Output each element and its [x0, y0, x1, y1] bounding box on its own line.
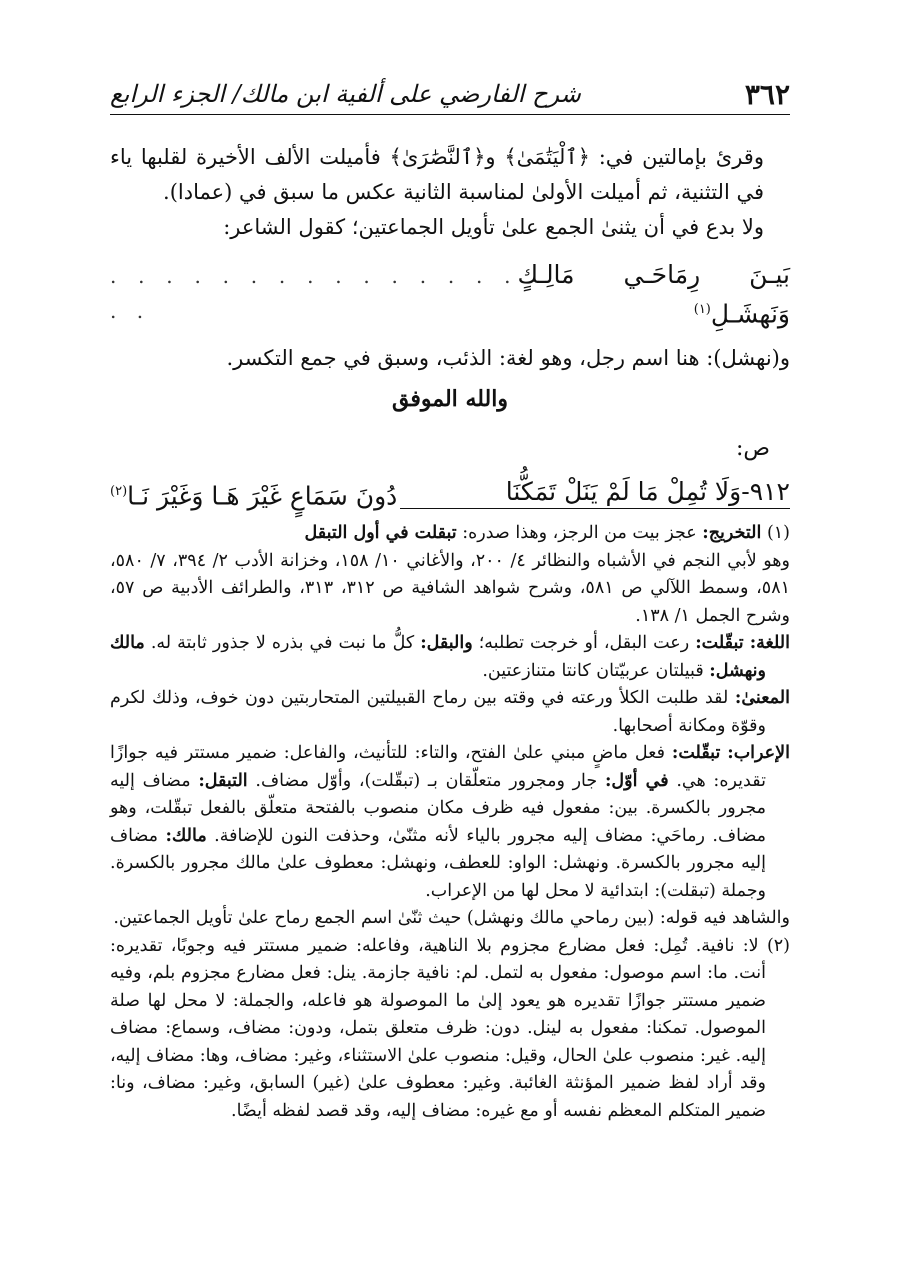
footnote-1-sources: وهو لأبي النجم في الأشباه والنظائر ٤/ ٢٠٠، والأغاني ١٠/ ١٥٨، وخزانة الأدب ٢/ ٣٩٤، ٧/ ٥٨٠، ٥٨١، وسمط اللآلي ص ٥٨١، وشرح شواهد الشافية ص ٣١٢، ٣١٣، والطرائف الأدبية ص ٥٧، وشرح الجمل ١/ ١٣٨. [110, 550, 790, 626]
poem-line-912 [110, 472, 790, 516]
poem-second-hemistich: دُونَ سَمَاعٍ غَيْرَ هَـا وَغَيْرَ نَـا$^{(٢)}$ [110, 481, 398, 511]
closing-phrase: والله الموفق [392, 386, 508, 413]
footnote-separator [400, 508, 790, 509]
page-number: ٣٦٢ [744, 78, 790, 111]
header-rule [110, 114, 790, 115]
paragraph-qiraa: وقرئ بإمالتين في: ﴿ٱلْيَتَٰمَىٰ﴾ و﴿ٱلنَّصَٰرَىٰ﴾ فأميلت الألف الأخيرة لقلبها ياء في التثنية، ثم أميلت الأولىٰ لمناسبة الثانية عكس ما سبق في (عمادا). [110, 145, 764, 204]
footnote-1-maana: المعنىٰ: لقد طلبت الكلأ ورعته في وقته بين رماح القبيلتين المتحاربتين دون خوف، وذلك لكرم وقوّة ومكانة أصحابها. [110, 688, 790, 736]
running-title: شرح الفارضي على ألفية ابن مالك/ الجزء الرابع [110, 80, 581, 108]
text-label: ص: [735, 436, 770, 462]
footnote-1-lugha: اللغة: تبقّلت: رعت البقل، أو خرجت تطلبه؛ والبقل: كلُّ ما نبت في بذره لا جذور ثابتة له. مالك ونهشل: قبيلتان عربيّتان كانتا متنازعتين. [110, 633, 790, 681]
paragraph-tathniya: ولا بدع في أن يثنىٰ الجمع علىٰ تأويل الجماعتين؛ كقول الشاعر: [223, 215, 764, 239]
paragraph-nahshal: و(نهشل): هنا اسم رجل، وهو لغة: الذئب، وسبق في جمع التكسر. [226, 346, 790, 371]
page-header [110, 72, 790, 114]
verse-hemistich: بَيـنَ رِمَاحَـي مَالِـكٍ وَنَهشَـلِ$^{(١)}$ [517, 260, 790, 329]
footnotes [110, 520, 790, 1125]
footnote-2: (٢) لا: نافية. تُمِل: فعل مضارع مجزوم بلا الناهية، وفاعله: ضمير مستتر فيه وجوبًا، تقديره: أنت. ما: اسم موصول: مفعول به لتمل. لم: نافية جازمة. ينل: فعل مضارع مجزوم بلم، وفيه ضمير مستتر جوازًا تقديره هو يعود إلىٰ ما الموصولة هو فاعله، والجملة: لا محل لها صلة الموصول. تمكنا: مفعول به لينل. دون: ظرف متعلق بتمل، ودون: مضاف، وسماع: مضاف إليه. غير: منصوب علىٰ الحال، وقيل: منصوب علىٰ الاستثناء، وغير: مضاف، وها: مضاف إليه، وقد أراد لفظ ضمير المؤنثة الغائبة. وغير: معطوف علىٰ (غير) السابق، وغير: مضاف، ونا: ضمير المتكلم المعظم نفسه أو مع غيره: مضاف إليه، وقد قصد لفظه أيضًا. [110, 935, 790, 1121]
footnote-1-shahid: والشاهد فيه قوله: (بين رماحي مالك ونهشل) حيث ثنّىٰ اسم الجمع رماح علىٰ تأويل الجماعتين. [113, 908, 790, 928]
poem-first-hemistich: ٩١٢-وَلَا تُمِلْ مَا لَمْ يَنَلْ تَمَكُّنَا [505, 477, 790, 507]
footnote-ref-1: (١) [693, 302, 711, 317]
footnote-1-takhrij: (١) التخريج: عجز بيت من الرجز، وهذا صدره: تبقلت في أول التبقل [304, 523, 790, 543]
footnote-ref-2: (٢) [110, 484, 128, 500]
verse-line [110, 257, 790, 331]
verse-ellipsis: . . . . . . . . . . . . . . . . . [110, 264, 518, 324]
footnote-1-irab: الإعراب: تبقّلت: فعل ماضٍ مبني علىٰ الفتح، والتاء: للتأنيث، والفاعل: ضمير مستتر فيه جوازًا تقديره: هي. في أوّل: جار ومجرور متعلّقان بـ (تبقّلت)، وأوّل مضاف. التبقل: مضاف إليه مجرور بالكسرة. بين: مفعول فيه ظرف مكان منصوب بالفتحة متعلّق بالفعل تبقّلت، وهو مضاف. رماحَي: مضاف إليه مجرور بالياء لأنه مثنّىٰ، وحذفت النون للإضافة. مالك: مضاف إليه مجرور بالكسرة. ونهشل: الواو: للعطف، ونهشل: معطوف علىٰ مالك مجرور بالكسرة. وجملة (تبقلت): ابتدائية لا محل لها من الإعراب. [110, 743, 790, 901]
main-text [110, 140, 790, 517]
